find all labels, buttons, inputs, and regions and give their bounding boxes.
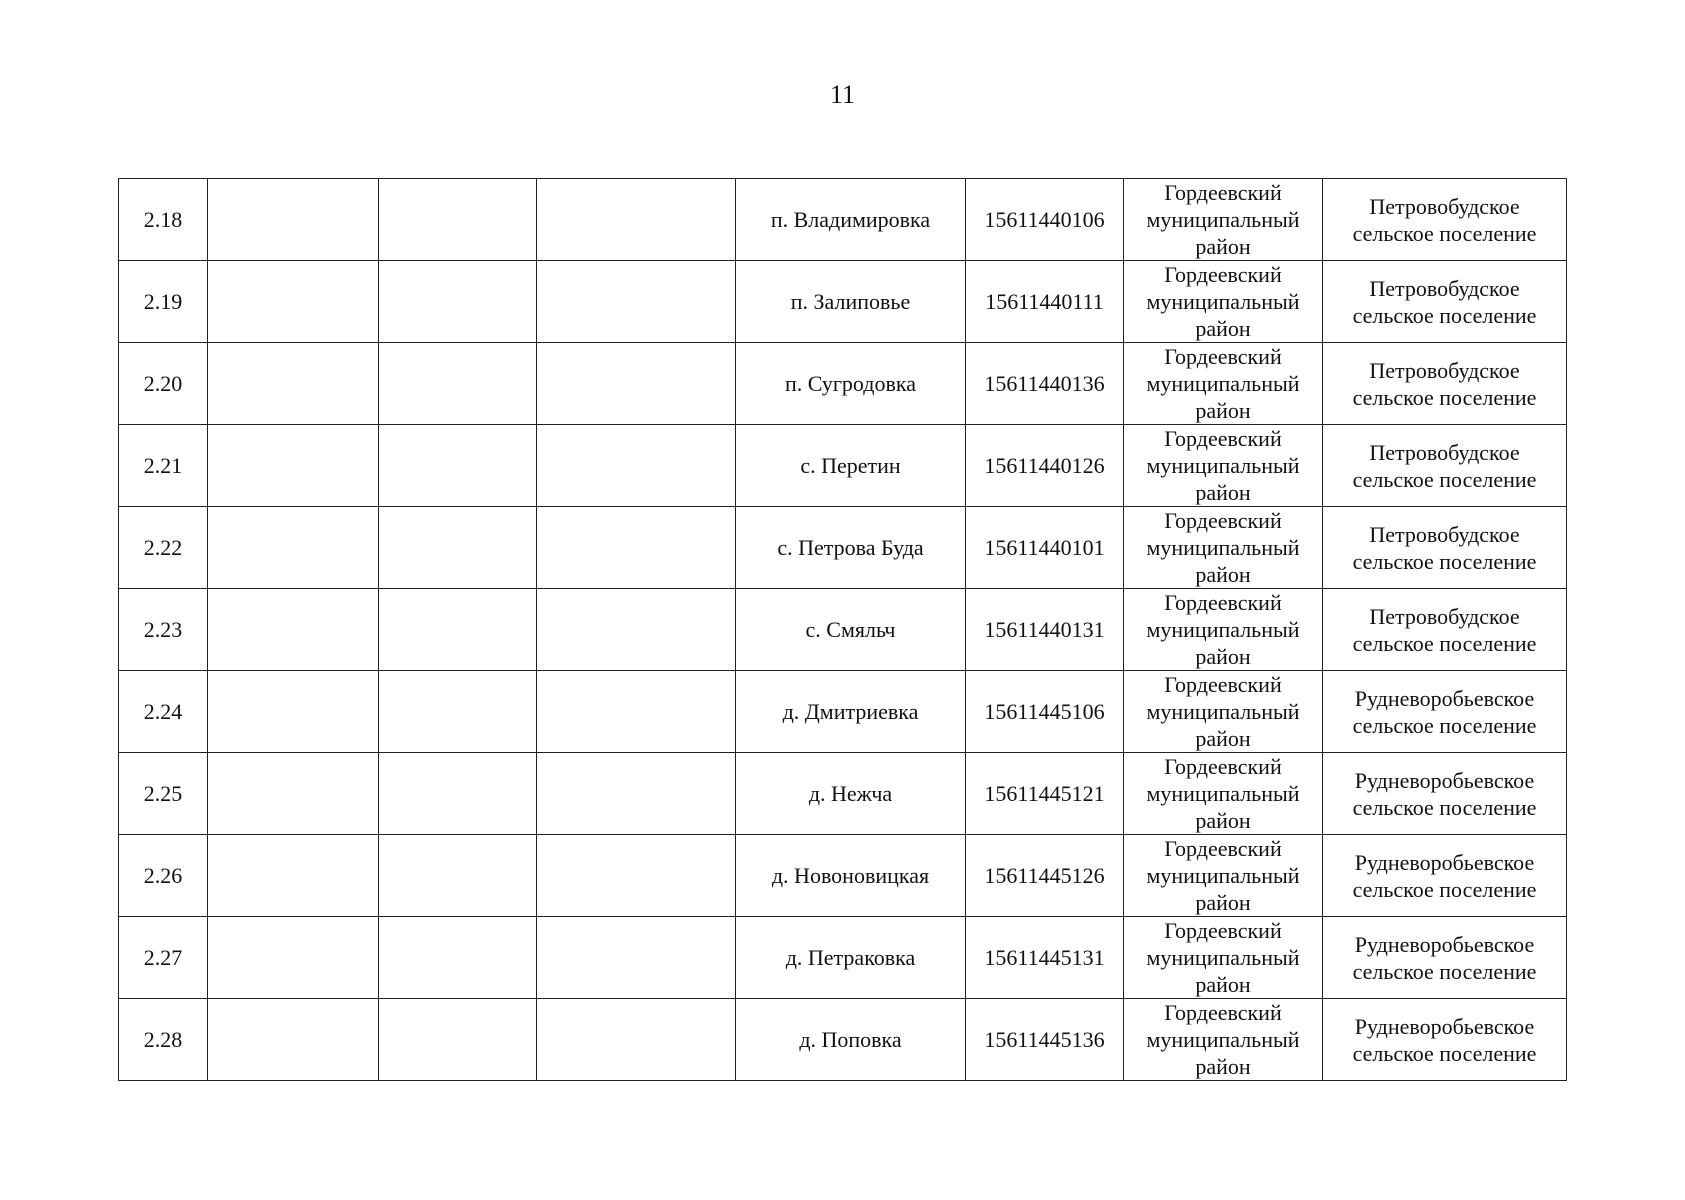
table-body [119, 179, 1567, 1081]
district-cell [1124, 425, 1323, 507]
row-number-cell: 2.25 [119, 753, 208, 835]
district-line: Гордеевский [1164, 672, 1282, 697]
empty-cell [537, 179, 736, 261]
empty-cell [208, 425, 379, 507]
row-number-cell: 2.19 [119, 261, 208, 343]
district-cell [1124, 343, 1323, 425]
district-line: муниципальный [1146, 1027, 1300, 1052]
empty-cell [208, 261, 379, 343]
settlement-line: сельское поселение [1352, 466, 1537, 492]
district-cell [1124, 917, 1323, 999]
row-number-cell: 2.20 [119, 343, 208, 425]
empty-cell [208, 671, 379, 753]
settlement-cell [1323, 343, 1567, 425]
empty-cell [537, 671, 736, 753]
district-line: Гордеевский [1164, 508, 1282, 533]
district-line: Гордеевский [1164, 426, 1282, 451]
district-line: муниципальный [1146, 289, 1300, 314]
settlement-cell [1323, 999, 1567, 1081]
empty-cell [208, 179, 379, 261]
empty-cell [537, 589, 736, 671]
settlement-line: сельское поселение [1352, 630, 1537, 656]
district-line: муниципальный [1146, 207, 1300, 232]
settlement-line: Петровобудское [1369, 521, 1520, 547]
district-line: район [1195, 398, 1251, 423]
district-cell [1124, 589, 1323, 671]
row-number-cell: 2.23 [119, 589, 208, 671]
empty-cell [379, 179, 537, 261]
empty-cell [208, 589, 379, 671]
district-cell [1124, 999, 1323, 1081]
district-line: район [1195, 316, 1251, 341]
row-number-cell: 2.21 [119, 425, 208, 507]
empty-cell [379, 753, 537, 835]
empty-cell [379, 835, 537, 917]
empty-cell [537, 917, 736, 999]
district-line: муниципальный [1146, 699, 1300, 724]
oktmo-code-cell: 15611440126 [966, 425, 1124, 507]
settlement-line: сельское поселение [1352, 302, 1537, 328]
empty-cell [379, 999, 537, 1081]
empty-cell [208, 999, 379, 1081]
district-line: муниципальный [1146, 453, 1300, 478]
settlement-cell [1323, 507, 1567, 589]
table-row [119, 507, 1567, 589]
table-row [119, 917, 1567, 999]
district-line: муниципальный [1146, 617, 1300, 642]
empty-cell [208, 835, 379, 917]
oktmo-code-cell: 15611445106 [966, 671, 1124, 753]
table-row [119, 425, 1567, 507]
district-line: Гордеевский [1164, 262, 1282, 287]
district-cell [1124, 507, 1323, 589]
settlement-line: сельское поселение [1352, 794, 1537, 820]
locality-cell: с. Петрова Буда [736, 507, 966, 589]
table-row [119, 261, 1567, 343]
district-line: район [1195, 972, 1251, 997]
settlement-cell [1323, 261, 1567, 343]
table-row [119, 999, 1567, 1081]
empty-cell [379, 589, 537, 671]
row-number-cell: 2.28 [119, 999, 208, 1081]
settlement-line: сельское поселение [1352, 220, 1537, 246]
oktmo-code-cell: 15611440136 [966, 343, 1124, 425]
empty-cell [379, 343, 537, 425]
table-row [119, 753, 1567, 835]
empty-cell [537, 835, 736, 917]
district-cell [1124, 835, 1323, 917]
row-number-cell: 2.26 [119, 835, 208, 917]
empty-cell [208, 917, 379, 999]
settlement-line: Рудневоробьевское [1354, 849, 1535, 875]
settlement-line: Петровобудское [1369, 357, 1520, 383]
oktmo-code-cell: 15611445131 [966, 917, 1124, 999]
settlement-cell [1323, 835, 1567, 917]
table-row [119, 179, 1567, 261]
settlement-line: Рудневоробьевское [1354, 1013, 1535, 1039]
empty-cell [379, 425, 537, 507]
district-line: район [1195, 890, 1251, 915]
district-line: район [1195, 808, 1251, 833]
oktmo-code-cell: 15611445126 [966, 835, 1124, 917]
locality-cell: д. Петраковка [736, 917, 966, 999]
district-line: Гордеевский [1164, 344, 1282, 369]
settlement-cell [1323, 671, 1567, 753]
district-line: муниципальный [1146, 781, 1300, 806]
empty-cell [537, 261, 736, 343]
settlement-line: Рудневоробьевское [1354, 931, 1535, 957]
settlement-cell [1323, 425, 1567, 507]
page-number: 11 [829, 80, 856, 109]
settlement-line: сельское поселение [1352, 1040, 1537, 1066]
district-line: район [1195, 1054, 1251, 1079]
empty-cell [379, 671, 537, 753]
district-cell [1124, 671, 1323, 753]
settlement-cell [1323, 179, 1567, 261]
district-line: район [1195, 234, 1251, 259]
oktmo-code-cell: 15611445136 [966, 999, 1124, 1081]
empty-cell [379, 507, 537, 589]
row-number-cell: 2.18 [119, 179, 208, 261]
settlement-line: Рудневоробьевское [1354, 767, 1535, 793]
locality-cell: д. Дмитриевка [736, 671, 966, 753]
settlement-cell [1323, 753, 1567, 835]
empty-cell [208, 507, 379, 589]
settlement-cell [1323, 589, 1567, 671]
locality-cell: п. Сугродовка [736, 343, 966, 425]
district-line: район [1195, 644, 1251, 669]
district-line: муниципальный [1146, 945, 1300, 970]
oktmo-code-cell: 15611440101 [966, 507, 1124, 589]
empty-cell [208, 343, 379, 425]
district-line: Гордеевский [1164, 754, 1282, 779]
oktmo-code-cell: 15611440131 [966, 589, 1124, 671]
row-number-cell: 2.22 [119, 507, 208, 589]
table-row [119, 589, 1567, 671]
locality-cell: с. Перетин [736, 425, 966, 507]
empty-cell [537, 999, 736, 1081]
locality-cell: п. Залиповье [736, 261, 966, 343]
empty-cell [537, 343, 736, 425]
locality-cell: п. Владимировка [736, 179, 966, 261]
empty-cell [379, 917, 537, 999]
row-number-cell: 2.24 [119, 671, 208, 753]
settlement-line: Петровобудское [1369, 439, 1520, 465]
settlement-line: Рудневоробьевское [1354, 685, 1535, 711]
locality-cell: д. Поповка [736, 999, 966, 1081]
district-line: район [1195, 480, 1251, 505]
settlement-line: Петровобудское [1369, 603, 1520, 629]
oktmo-code-cell: 15611440111 [966, 261, 1124, 343]
district-line: Гордеевский [1164, 1000, 1282, 1025]
table-row [119, 671, 1567, 753]
empty-cell [537, 507, 736, 589]
district-line: Гордеевский [1164, 180, 1282, 205]
district-line: муниципальный [1146, 371, 1300, 396]
district-line: район [1195, 562, 1251, 587]
settlement-line: сельское поселение [1352, 712, 1537, 738]
oktmo-code-cell: 15611445121 [966, 753, 1124, 835]
row-number-cell: 2.27 [119, 917, 208, 999]
settlement-line: сельское поселение [1352, 876, 1537, 902]
locality-cell: д. Новоновицкая [736, 835, 966, 917]
district-line: Гордеевский [1164, 836, 1282, 861]
district-cell [1124, 261, 1323, 343]
settlement-cell [1323, 917, 1567, 999]
empty-cell [537, 753, 736, 835]
district-cell [1124, 179, 1323, 261]
settlement-line: сельское поселение [1352, 548, 1537, 574]
locality-cell: д. Нежча [736, 753, 966, 835]
district-line: муниципальный [1146, 863, 1300, 888]
empty-cell [537, 425, 736, 507]
settlement-line: Петровобудское [1369, 275, 1520, 301]
settlement-line: сельское поселение [1352, 958, 1537, 984]
settlement-line: Петровобудское [1369, 193, 1520, 219]
district-cell [1124, 753, 1323, 835]
district-line: Гордеевский [1164, 918, 1282, 943]
table-row [119, 343, 1567, 425]
table-row [119, 835, 1567, 917]
oktmo-code-cell: 15611440106 [966, 179, 1124, 261]
empty-cell [379, 261, 537, 343]
district-line: муниципальный [1146, 535, 1300, 560]
settlement-line: сельское поселение [1352, 384, 1537, 410]
settlements-table [118, 178, 1567, 1081]
district-line: район [1195, 726, 1251, 751]
empty-cell [208, 753, 379, 835]
locality-cell: с. Смяльч [736, 589, 966, 671]
district-line: Гордеевский [1164, 590, 1282, 615]
